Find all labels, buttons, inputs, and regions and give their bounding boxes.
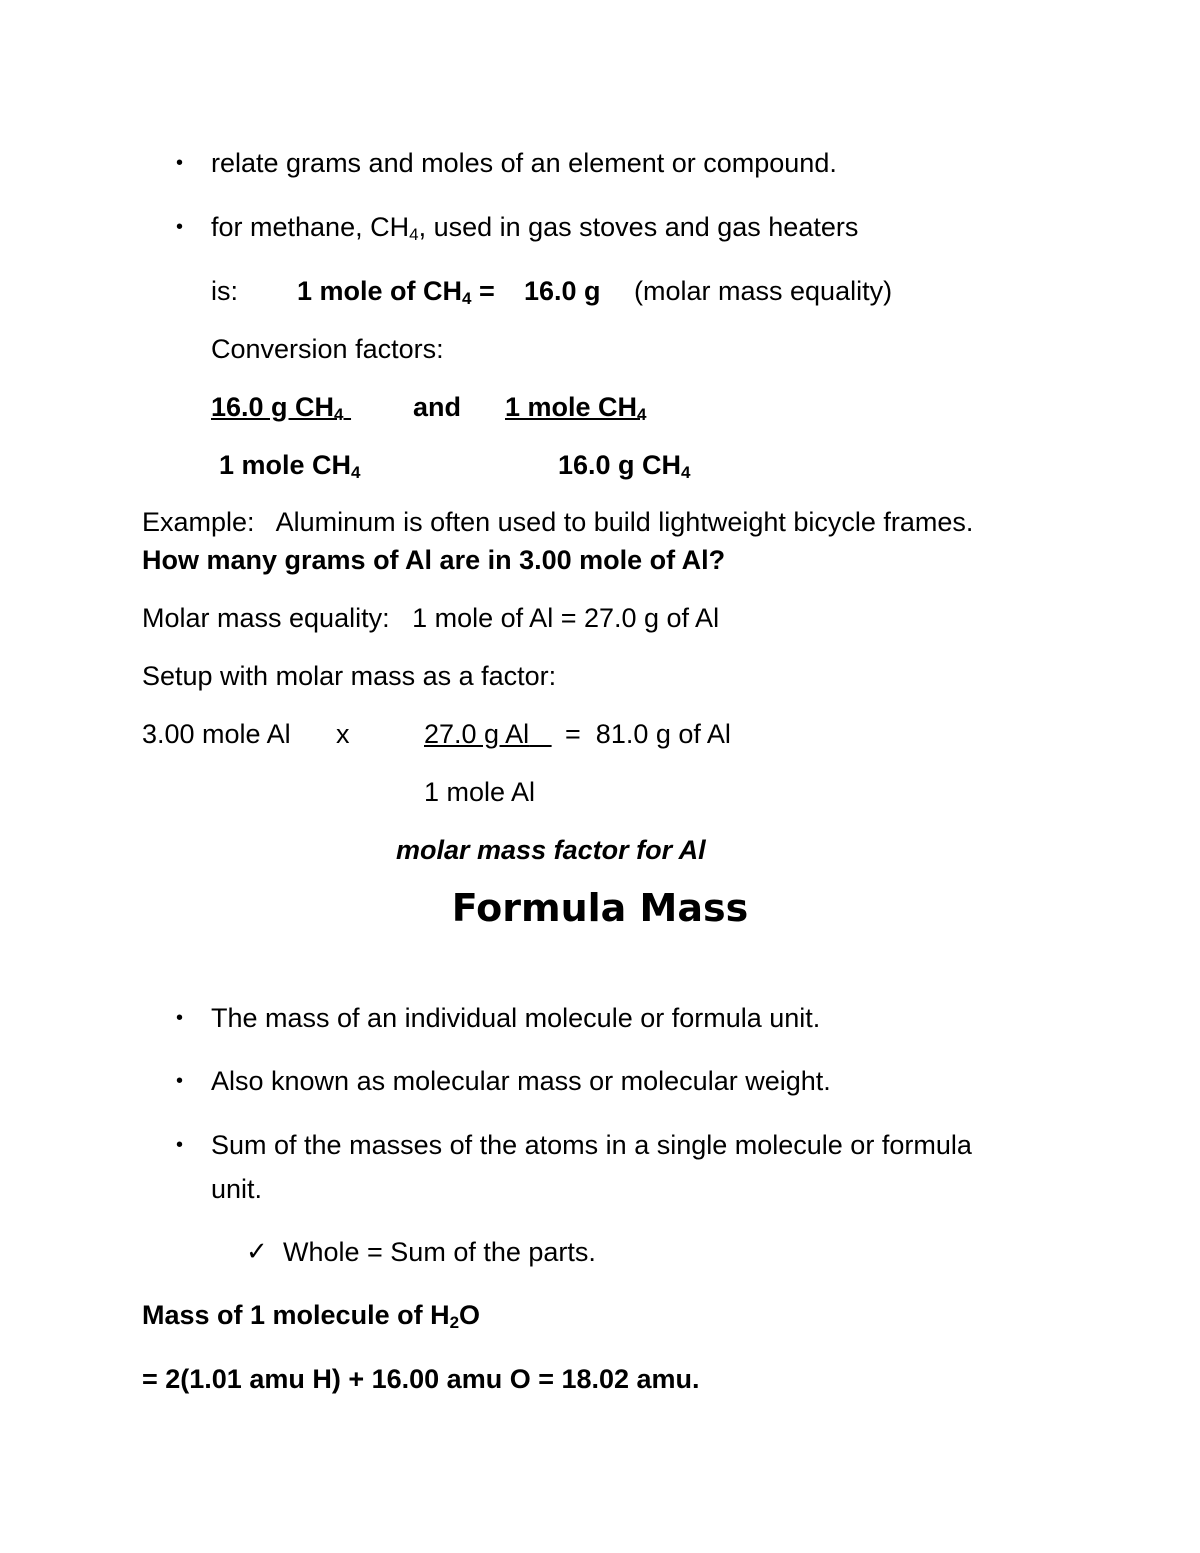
molar-mass-equality-note: (molar mass equality) xyxy=(634,276,893,306)
bullet-text-aka: Also known as molecular mass or molecular weight. xyxy=(211,1066,831,1096)
checkmark-icon: ✓ xyxy=(246,1236,268,1266)
section-title: Formula Mass xyxy=(451,886,749,930)
factor1-numerator: 16.0 g $CH_4$ xyxy=(211,392,344,424)
setup-label: Setup with molar mass as a factor: xyxy=(142,661,557,691)
bullet-dot: • xyxy=(176,216,184,238)
bullet-text-sum-line2: unit. xyxy=(211,1174,263,1204)
factor2-numerator: 1 mole $CH_4$ xyxy=(505,392,647,424)
factor-caption: molar mass factor for Al xyxy=(396,835,706,865)
conversion-factors-label: Conversion factors: xyxy=(211,334,444,364)
factor-numerator: 27.0 g Al xyxy=(424,719,530,749)
bullet-text-methane: for methane, $CH_4$, used in gas stoves and gas heaters xyxy=(211,212,859,244)
bullet-dot: • xyxy=(176,152,184,174)
times-sign: x xyxy=(336,719,350,749)
result: = 81.0 g of Al xyxy=(565,719,731,749)
bullet-text-grams-moles: relate grams and moles of an element or compound. xyxy=(211,148,837,178)
factor1-denominator: 1 mole $CH_4$ xyxy=(219,450,361,482)
factor-denominator: 1 mole Al xyxy=(424,777,536,807)
al-equality: Molar mass equality: 1 mole of Al = 27.0 g of Al xyxy=(142,603,720,633)
methane-equality: 1 mole of $CH_4$ = xyxy=(297,276,495,308)
water-mass-label: Mass of 1 molecule of $H_2O$ xyxy=(142,1300,481,1332)
methane-molar-mass: 16.0 g xyxy=(524,276,601,306)
factor2-denominator: 16.0 g $CH_4$ xyxy=(558,450,691,482)
given-quantity: 3.00 mole Al xyxy=(142,719,291,749)
example-text: Example: Aluminum is often used to build lightweight bicycle frames. xyxy=(142,507,974,537)
bullet-text-definition: The mass of an individual molecule or formula unit. xyxy=(211,1003,821,1033)
water-mass-calculation: = 2(1.01 amu H) + 16.00 amu O = 18.02 amu. xyxy=(142,1364,700,1394)
bullet-dot: • xyxy=(176,1070,184,1092)
bullet-dot: • xyxy=(176,1134,184,1156)
example-question: How many grams of Al are in 3.00 mole of Al? xyxy=(142,545,726,575)
check-text: Whole = Sum of the parts. xyxy=(283,1237,596,1267)
is-label: is: xyxy=(211,276,238,306)
bullet-dot: • xyxy=(176,1007,184,1029)
bullet-text-sum-line1: Sum of the masses of the atoms in a single molecule or formula xyxy=(211,1130,972,1160)
and-label: and xyxy=(413,392,462,422)
